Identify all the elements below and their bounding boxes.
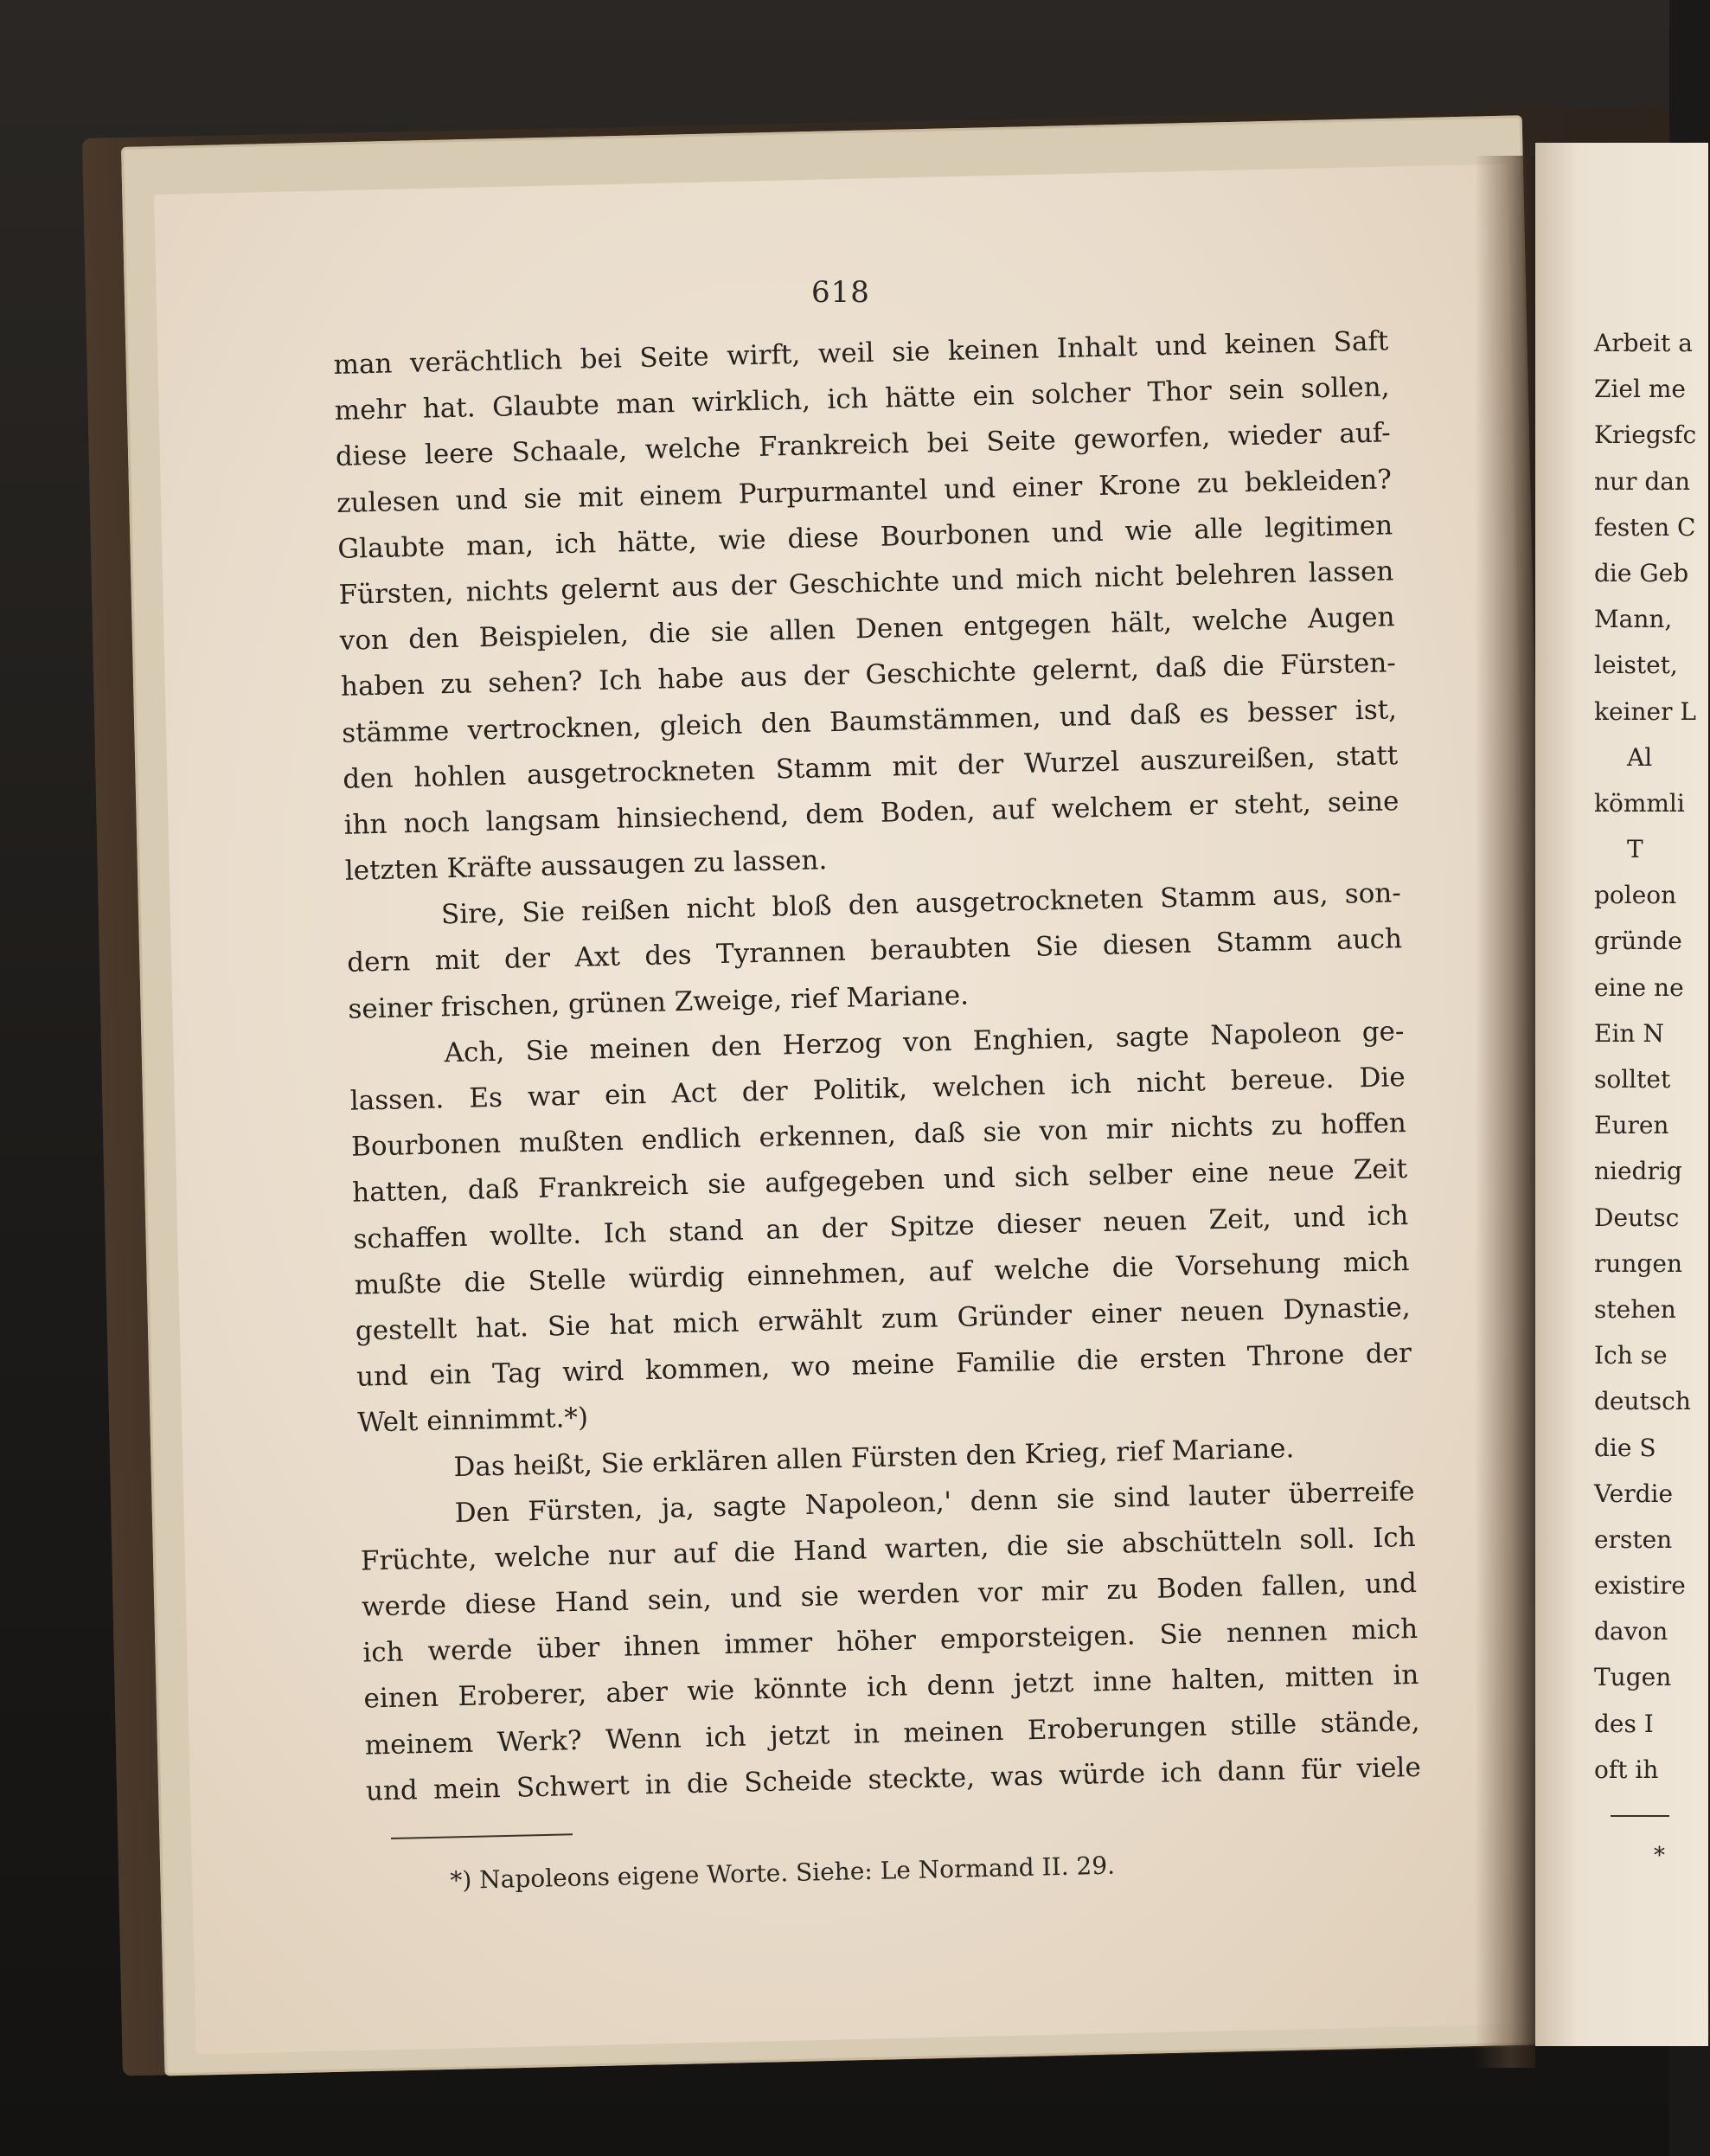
facing-text-line: gründe	[1594, 927, 1682, 956]
facing-text-line: Al	[1627, 742, 1653, 772]
facing-text-line: niedrig	[1594, 1157, 1682, 1186]
facing-text-line: existire	[1594, 1571, 1686, 1601]
page-body-text	[333, 318, 1421, 1814]
facing-text-line: nur dan	[1594, 466, 1691, 496]
text-line: ihn noch langsam hinsiechend, dem Boden, auf welchem er steht, seine	[343, 786, 1399, 841]
footnote: *) Napoleons eigene Worte. Siehe: Le Normand II. 29.	[450, 1851, 1116, 1895]
text-line: von den Beispielen, die sie allen Denen entgegen hält, welche Augen	[339, 601, 1395, 658]
facing-text-line: Euren	[1594, 1111, 1669, 1140]
facing-text-line: des I	[1594, 1709, 1654, 1738]
facing-text-line: Mann,	[1594, 605, 1673, 634]
text-line: letzten Kräfte aussaugen zu lassen.	[344, 844, 828, 887]
facing-text-line: Ziel me	[1594, 375, 1686, 404]
text-line: mußte die Stelle würdig einnehmen, auf welche die Vorsehung mich	[354, 1245, 1410, 1301]
text-line: Den Fürsten, ja, sagte Napoleon,' denn sie sind lauter überreife	[454, 1475, 1415, 1529]
facing-text-line: die Geb	[1594, 558, 1689, 587]
text-line: dern mit der Axt des Tyrannen beraubten Sie diesen Stamm auch	[346, 923, 1403, 979]
facing-page-text	[1594, 320, 1697, 1793]
text-line: werde diese Hand sein, und sie werden vor mir zu Boden fallen, und	[361, 1568, 1418, 1623]
facing-text-line: davon	[1594, 1617, 1668, 1646]
text-line: hatten, daß Frankreich sie aufgegeben und sich selber eine neue Zeit	[351, 1153, 1408, 1210]
text-line: diese leere Schaale, welche Frankreich bei Seite geworfen, wieder auf-	[335, 417, 1392, 473]
facing-text-line: die S	[1594, 1433, 1656, 1462]
facing-text-line: keiner L	[1594, 696, 1696, 726]
text-line: Bourbonen mußten endlich erkennen, daß sie von mir nichts zu hoffen	[350, 1107, 1407, 1163]
facing-text-line: T	[1627, 835, 1643, 864]
text-line: Welt einnimmt.*)	[356, 1402, 589, 1439]
facing-text-line: oft ih	[1594, 1755, 1659, 1784]
text-line: den hohlen ausgetrockneten Stamm mit der Wurzel auszureißen, statt	[343, 739, 1399, 795]
text-line: haben zu sehen? Ich habe aus der Geschichte gelernt, daß die Fürsten-	[340, 647, 1397, 703]
text-line: zulesen und sie mit einem Purpurmantel und einer Krone zu bekleiden?	[336, 463, 1393, 519]
facing-text-line: Ich se	[1594, 1341, 1668, 1370]
text-line: Fürsten, nichts gelernt aus der Geschichte und mich nicht belehren lassen	[338, 555, 1394, 611]
facing-text-line: poleon	[1594, 881, 1677, 910]
text-line: mehr hat. Glaubte man wirklich, ich hätte ein solcher Thor sein sollen,	[334, 371, 1390, 427]
page-number: 618	[811, 275, 870, 310]
text-line: stämme vertrocknen, gleich den Baumstämmen, und daß es besser ist,	[341, 693, 1398, 749]
facing-text-line: Kriegsfc	[1594, 420, 1697, 450]
facing-text-line: kömmli	[1594, 788, 1685, 818]
facing-text-line: Ein N	[1594, 1018, 1664, 1048]
text-line: Ach, Sie meinen den Herzog von Enghien, sagte Napoleon ge-	[444, 1015, 1405, 1069]
book-gutter	[1475, 156, 1535, 2068]
text-line: Sire, Sie reißen nicht bloß den ausgetrockneten Stamm aus, son-	[440, 877, 1402, 931]
text-line: Früchte, welche nur auf die Hand warten, die sie abschütteln soll. Ich	[360, 1521, 1417, 1577]
facing-footnote-marker: *	[1654, 1843, 1665, 1869]
text-line: seiner frischen, grünen Zweige, rief Mariane.	[348, 979, 970, 1025]
facing-text-line: eine ne	[1594, 972, 1684, 1002]
text-line: Das heißt, Sie erklären allen Fürsten den Krieg, rief Mariane.	[453, 1432, 1295, 1483]
facing-text-line: festen C	[1594, 512, 1696, 542]
text-line: Glaubte man, ich hätte, wie diese Bourbonen und wie alle legitimen	[337, 510, 1393, 565]
facing-text-line: solltet	[1594, 1065, 1671, 1094]
facing-footnote-rule	[1611, 1815, 1669, 1817]
facing-text-line: Deutsc	[1594, 1203, 1680, 1232]
text-line: und ein Tag wird kommen, wo meine Familie die ersten Throne der	[355, 1338, 1412, 1393]
text-line: ich werde über ihnen immer höher emporsteigen. Sie nennen mich	[362, 1614, 1419, 1669]
text-line: man verächtlich bei Seite wirft, weil sie keinen Inhalt und keinen Saft	[333, 325, 1389, 381]
facing-text-line: rungen	[1594, 1248, 1682, 1278]
facing-text-line: leistet,	[1594, 651, 1678, 680]
facing-text-line: Tugen	[1594, 1663, 1672, 1692]
text-line: einen Eroberer, aber wie könnte ich denn jetzt inne halten, mitten in	[363, 1659, 1419, 1716]
facing-text-line: Verdie	[1594, 1479, 1674, 1508]
text-line: meinem Werk? Wenn ich jetzt in meinen Eroberungen stille stände,	[364, 1705, 1420, 1761]
text-line: und mein Schwert in die Scheide steckte, was würde ich dann für viele	[365, 1751, 1422, 1807]
facing-text-line: deutsch	[1594, 1387, 1691, 1416]
text-line: gestellt hat. Sie hat mich erwählt zum Gründer einer neuen Dynastie,	[355, 1291, 1412, 1347]
text-line: lassen. Es war ein Act der Politik, welchen ich nicht bereue. Die	[349, 1062, 1406, 1117]
facing-text-line: ersten	[1594, 1524, 1673, 1554]
text-line: schaffen wollte. Ich stand an der Spitze dieser neuen Zeit, und ich	[353, 1199, 1409, 1255]
facing-text-line: Arbeit a	[1594, 329, 1693, 357]
facing-text-line: stehen	[1594, 1294, 1676, 1324]
